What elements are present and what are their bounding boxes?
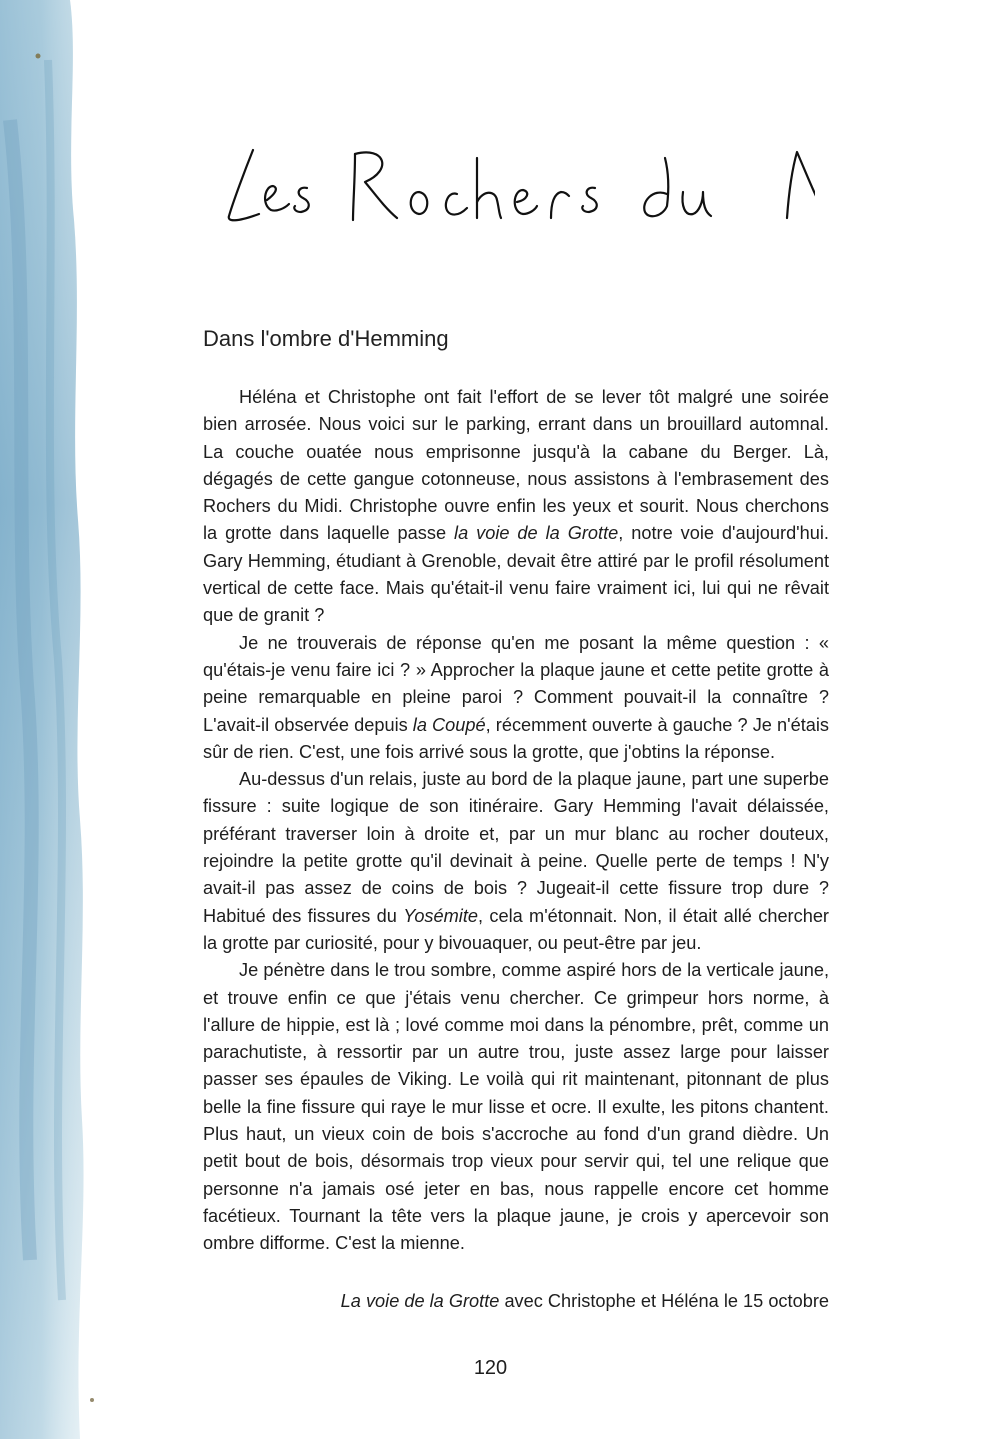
paragraph (203, 384, 829, 630)
paragraph-text: Je pénètre dans le trou sombre, comme aspiré hors de la verticale jaune, et trouve enfin ce que j'étais venu chercher. Ce grimpeur hors norme, à l'allure de hippie, est là ; lové comme moi dans la pénombre, prêt, comme un parachutiste, à ressortir par un autre trou, juste assez large pour laisser passer ses épaules de Viking. Le voilà qui rit maintenant, pitonnant de plus belle la fine fissure qui raye le mur lisse et ocre. Il exulte, les pitons chantent. Plus haut, un vieux coin de bois s'accroche au fond d'un grand dièdre. Un petit bout de bois, désormais trop vieux pour servir qui, tel une relique que personne n'a jamais osé jeter en bas, nous rappelle encore cet homme facétieux. Tournant la tête vers la plaque jaune, je crois y apercevoir son ombre difforme. C'est la mienne. (203, 960, 829, 1254)
watercolor-wash-decoration (0, 0, 120, 1439)
italic-route-name: Yosémite (403, 905, 478, 926)
photo-caption (341, 1291, 829, 1312)
page-number: 120 (473, 1357, 508, 1379)
paragraph-text: , cela m'étonnait. Non, il était allé chercher la grotte par curiosité, pour y bivouaquer, ou peut-être par jeu. (203, 905, 829, 953)
paragraph-text: Héléna et Christophe ont fait l'effort de se lever tôt malgré une soirée bien arrosée. Nous voici sur le parking, errant dans un brouillard automnal. La couche ouatée nous emprisonne jusqu'à la cabane du Berger. Là, dégagés de cette gangue cotonneuse, nous assistons à l'embrasement des Rochers du Midi. Christophe ouvre enfin les yeux et sourit. Nous cherchons la grotte dans laquelle passe (203, 387, 829, 544)
article-body (203, 384, 829, 1258)
caption-details: avec Christophe et Héléna le 15 octobre (499, 1291, 829, 1311)
paragraph (203, 957, 829, 1257)
paragraph (203, 630, 829, 766)
paragraph-text: Au-dessus d'un relais, juste au bord de la plaque jaune, part une superbe fissure : suite logique de son itinéraire. Gary Hemming l'avait délaissée, préférant traverser loin à droite et, par un mur blanc au rocher douteux, rejoindre la petite grotte qu'il devinait à peine. Quelle perte de temps ! N'y avait-il pas assez de coins de bois ? Jugeait-il cette fissure trop dure ? Habitué des fissures du (203, 769, 829, 926)
paragraph-text: , notre voie d'aujourd'hui. Gary Hemming, étudiant à Grenoble, devait être attiré par le profil résolument vertical de cette face. Mais qu'était-il venu faire vraiment ici, lui qui ne rêvait que de granit ? (203, 523, 829, 626)
paragraph-text: , récemment ouverte à gauche ? Je n'étais sûr de rien. C'est, une fois arrivé sous la grotte, que j'obtins la réponse. (203, 714, 829, 762)
italic-route-name: la Coupé (412, 714, 486, 735)
handwritten-title (215, 130, 815, 250)
section-subtitle: Dans l'ombre d'Hemming (203, 326, 449, 351)
caption-route-name: La voie de la Grotte (340, 1291, 500, 1311)
paragraph-text: Je ne trouverais de réponse qu'en me posant la même question : « qu'étais-je venu faire ici ? » Approcher la plaque jaune et cette petite grotte à peine remarquable en pleine paroi ? Comment pouvait-il la connaître ? L'avait-il observée depuis (203, 632, 829, 735)
italic-route-name: la voie de la Grotte (454, 523, 619, 544)
paragraph (203, 766, 829, 957)
